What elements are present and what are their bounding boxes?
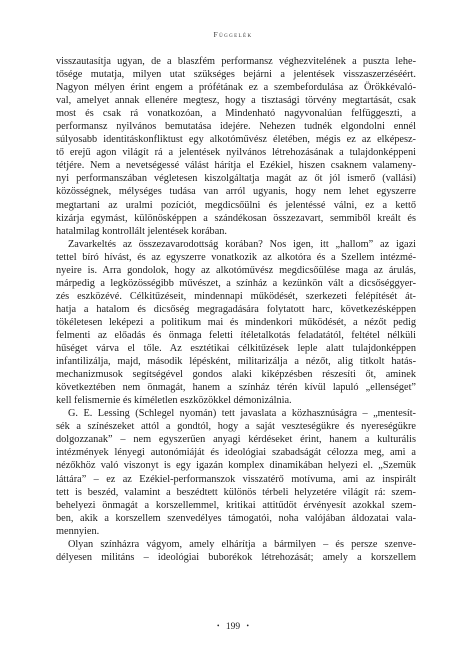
text-line: mechanizmusok segítségével gondos alaki kiképzésben részesíti őt, aminek [56, 369, 416, 381]
text-line: délyesen militáns – ideológiai buborékok létrehozását; amely a korszellem [56, 551, 416, 563]
running-head: Függelék [213, 30, 253, 39]
page-folio [0, 622, 466, 632]
text-line: közösségnek, mélységes tudása van arról ugyanis, hogy nem lehet egyszerre [56, 186, 416, 198]
text-line: most és csak rá vonatkozóan, a Mindenható nagyvonalúan felfüggeszti, a [56, 108, 416, 120]
text-line: ben, akik a korszellem szenvedélyes támogatói, noha valójában áldozatai vala- [56, 512, 416, 524]
text-line: márpedig a legközösségibb művészet, a színház a kezünkön vált a dicsőséggyer- [56, 277, 416, 289]
body-text [56, 55, 416, 564]
text-line: G. E. Lessing (Schlegel nyomán) tett javaslata a közhasznúságra – „mentesít- [68, 408, 416, 420]
text-line: val, amelyet annak ellenére megtesz, hogy a tisztasági törvény megtartását, csak [56, 95, 416, 107]
paragraph [56, 538, 416, 564]
text-line: nézőkhöz való viszonyt is egy igazán komplex dinamikában helyezi el. „Szemük [56, 460, 416, 472]
text-line: behelyezi önmagát a korszellemmel, kritikai attitűdöt érvényesít azokkal szem- [56, 499, 416, 511]
paragraph [56, 55, 416, 238]
page-number: 199 [225, 622, 241, 632]
folio-ornament-right: • [246, 622, 249, 630]
text-line: Nagyon mélyen érint engem a prófétának ez a szembefordulása az Örökkévaló- [56, 82, 416, 94]
text-line: Olyan színházra vágyom, amely elhárítja a bármilyen – és persze szenve- [68, 538, 416, 550]
text-line: kizárja egymást, különösképpen a szándékosan összezavart, semmiből kreált és [56, 212, 416, 224]
text-line: súlyosabb identitáskonfliktust egy alkotóművész életében, mégis ez az elképesz- [56, 134, 416, 146]
text-line: felmenti az előadás és önmaga feletti ítéletalkotás feladatától, feltétel nélküli [56, 329, 416, 341]
text-line: nyeire is. Arra gondolok, hogy az alkotóművész megdicsőülése maga az árulás, [56, 264, 416, 276]
text-line: nyi performanszában végletesen kiszolgáltatja magát az őt jól ismerő (vallási) [56, 173, 416, 185]
text-line: láttára” – ez az Ezékiel-performanszok visszatérő motívuma, ami az inspirált [56, 473, 416, 485]
text-line: hatalmilag kontrollált jelentések korában. [56, 225, 227, 237]
text-line: Zavarkeltés az összezavarodottság korában? Nos igen, itt „hallom” az igazi [68, 238, 416, 250]
text-line: mennyien. [56, 525, 100, 537]
text-line: zés eszközévé. Célkitűzéseit, mindennapi működését, szerkezeti felépítését át- [56, 290, 416, 302]
text-line: tökéletesen leképezi a politikum mai és mindenkori működését, a nézőt pedig [56, 316, 416, 328]
text-line: tétjére. Nem a nevetségessé válást hárítja el Ezékiel, hiszen csaknem valameny- [56, 160, 416, 172]
paragraph [56, 407, 416, 537]
text-line: tett is beszéd, valamint a beszédtett különös térbeli helyzetére világít rá: szem- [56, 486, 416, 498]
folio-ornament-left: • [217, 622, 220, 630]
text-line: dolgozzanak” – nem egyszerűen anyagi kérdéseket érint, hanem a kulturális [56, 434, 416, 446]
text-line: következtében nem önmagát, hanem a színház térén kívül lapuló „ellenséget” [56, 382, 416, 394]
text-line: performansz nyilvános bemutatása idejére. Nehezen tudnék elgondolni ennél [56, 121, 416, 133]
text-line: hatja a hatalom és dicsőség megragadására folytatott harc, következésképpen [56, 303, 416, 315]
text-line: tősége mutatja, milyen utat szükséges bejárni a jelentések visszaszerzéséért. [56, 69, 416, 81]
text-line: tettel bíró hívást, és az egyszerre vonatkozik az alkotóra és a Szellem intézmé- [56, 251, 416, 263]
text-line: visszautasítja ugyan, de a blaszfém performansz véghezvitelének a puszta lehe- [56, 56, 416, 67]
text-line: infantilizálja, majd, második lépésként, militarizálja a nézőt, alig titkolt hatás- [56, 356, 416, 368]
text-line: sék a színészeket attól a gondtól, hogy a saját veszteségükre és nyereségükre [56, 421, 416, 433]
paragraph [56, 238, 416, 408]
text-line: kell felismernie és kíméletlen eszközökkel démonizálnia. [56, 395, 292, 407]
text-line: intézmények lényegi autonómiáját és ideológiai szabadságát célozza meg, ami a [56, 447, 416, 459]
text-line: megtartani az uralmi pozíciót, megdicsőülni és jelentéssé válni, ez a kettő [56, 199, 416, 211]
text-line: tő erejű agon világít rá a jelentések nyilvános létrehozásának a tulajdonképpeni [56, 147, 416, 159]
text-line: hűséget várva el tőle. Az esztétikai célkitűzések leple alatt tulajdonképpen [56, 343, 416, 355]
